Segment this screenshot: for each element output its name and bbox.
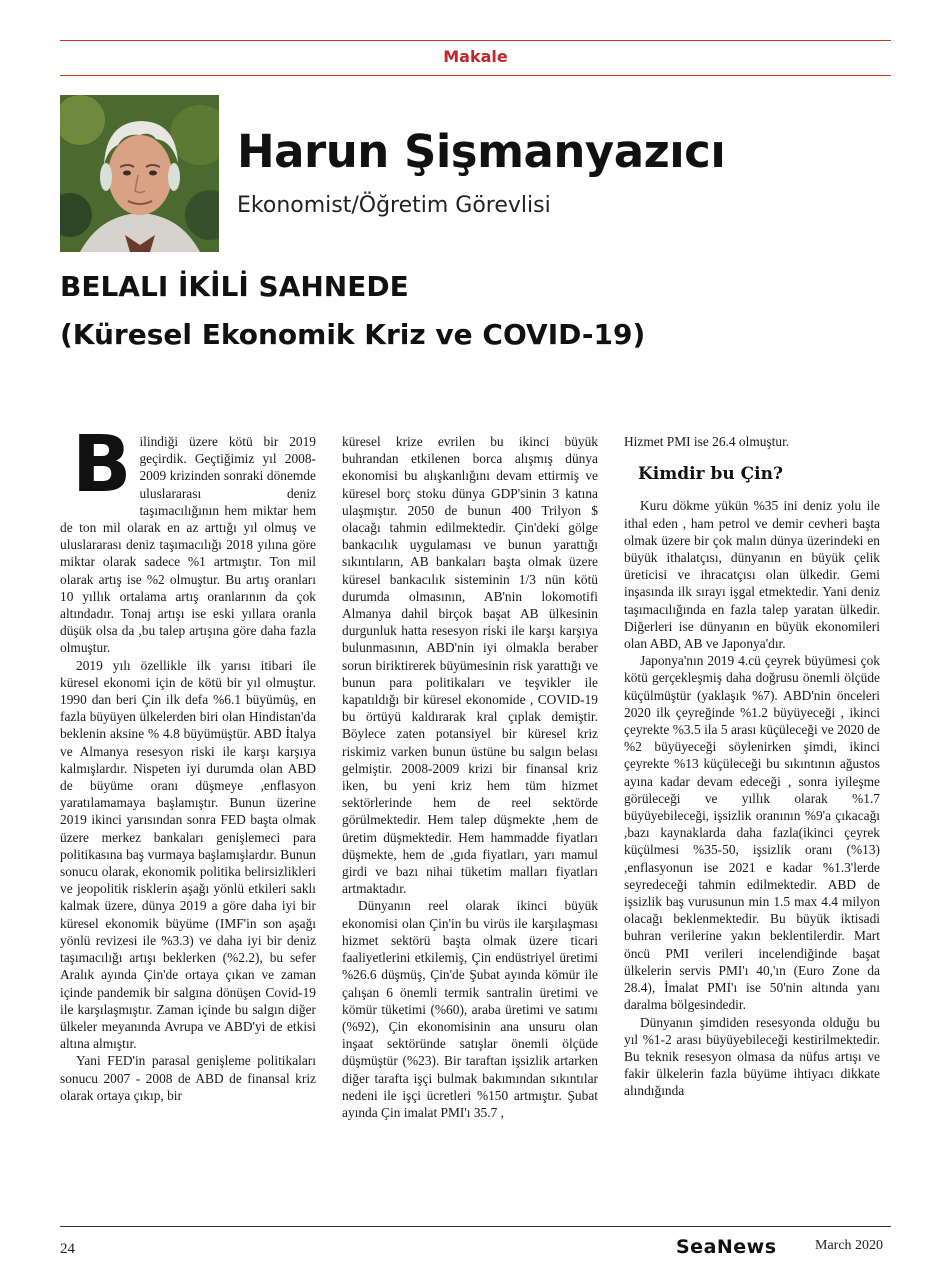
- author-name: Harun Şişmanyazıcı: [237, 125, 726, 178]
- article-paragraph: Kuru dökme yükün %35 ini deniz yolu ile ithal eden , ham petrol ve demir cevheri başta olmak üzere bir çok malın dünya üzerindeki en büyük ithalatçısı, dünyanın en büyük çelik üreticisi ve ihracatçısı olan ülkedir. Gemi inşasında ilk sırayı işgal etmektedir. Yani deniz taşımacılığında en fazla talep yaratan ülkedir. Diğerleri ise dünyanın en büyük ekonomileri olan ABD, AB ve Japonya'dır.: [624, 498, 880, 652]
- section-label: Makale: [443, 47, 508, 66]
- article-subtitle: (Küresel Ekonomik Kriz ve COVID-19): [60, 318, 646, 351]
- footer-rule: [60, 1226, 891, 1227]
- article-paragraph: Hizmet PMI ise 26.4 olmuştur.: [624, 434, 790, 449]
- paragraph-text: ilindiği üzere kötü bir 2019 geçirdik. Geçtiğimiz yıl 2008-2009 krizinden sonraki dönemde uluslararası deniz taşımacılığının hem miktar hem de ton mil olarak en az arttığı yıl olmuş ve uluslararası deniz taşımacılığı 2018 yılına göre miktar olarak sadece %1 artmıştır. Ton mil olarak artış ise %2 olmuştur. Bu artış oranları 10 yıllık ortalama artış oranlarının da çok altındadır. Tonaj artışı ise eski yıllara oranla düşük olsa da ,bu talep artışına göre daha fazla olmuştur.: [60, 434, 316, 656]
- author-photo: [60, 95, 219, 252]
- header-rule: [60, 75, 891, 76]
- magazine-logo: SeaNews: [676, 1236, 777, 1258]
- top-rule: [60, 40, 891, 41]
- article-paragraph: Dünyanın reel olarak ikinci büyük ekonomisi olan Çin'in bu virüs ile karşılaşması hizmet sektörü başta olmak üzere ticari faaliyetlerini etkilemiş, Çin endüstriyel üretimi %26.6 düşmüş, Çin'de Şubat ayında kömür ile çalışan 6 önemli termik santralin üretimi ve kömür tüketimi (%60), araba üretimi ve satımı (%92), Çin ekonomisinin ana unsuru olan inşaat sektöründe satışlar önemli ölçüde düşmüştür (%23). Bir taraftan işsizlik artarken diğer tarafta işçi bulmak bakımından sıkıntılar nedeni ile işçi ücretleri %150 artmıştır. Şubat ayında Çin imalat PMI'ı 35.7 ,: [342, 898, 598, 1120]
- author-role: Ekonomist/Öğretim Görevlisi: [237, 193, 551, 218]
- section-heading: Kimdir bu Çin?: [638, 464, 783, 485]
- article-paragraph: [60, 420, 316, 657]
- article-paragraph: Dünyanın şimdiden resesyonda olduğu bu yıl %1-2 arası büyüyebileceği kestirilmektedir. Bu teknik resesyon olmasa da nüfus artışı ve fakir ülkelerin fazla büyüme ihtiyacı dikkate alındığında: [624, 1014, 880, 1099]
- article-column-3: [624, 433, 880, 1100]
- article-paragraph: 2019 yılı özellikle ilk yarısı itibari ile küresel ekonomi için de kötü bir yıl olmuştur. 1990 dan beri Çin ilk defa %6.1 büyümüş, en fazla büyüyen ülkelerden biri olan Hindistan'da beklenin aksine % 4.8 büyümüştür. ABD İtalya ve Almanya resesyon riski ile karşı karşıya kalmışlardır. Nispeten iyi durumda olan ABD de büyüme oranı düşmeye ,enflasyon yaratılamamaya başlamıştır. Bunun üzerine 2019 ikinci yarısından sonra FED başta olmak üzere merkez bankaları genişlemeci para politikasına baş vurmaya başlamışlardır. Bunun sonucu olarak, ekonomik politika belirsizlikleri ve jeopolitik risklerin aşağı yönlü etkileri saklı kalmak üzere, dünya 2019 a göre daha iyi bir küresel ekonomik büyüme (IMF'in son aşağı yönlü revizesi ile %3.3) ve daha iyi bir deniz taşımacılığı artışı beklerken (%2.2), bu sefer Aralık ayında Çin'de ortaya çıkan ve zaman içinde pandemik bir salgına dönüşen Covid-19 ile karşılaşmıştır. Zaman içinde bu salgın diğer ülkeler meyanında Avrupa ve ABD'yi de etkisi altına almıştır.: [60, 657, 316, 1052]
- article-paragraph: Yani FED'in parasal genişleme politikaları sonucu 2007 - 2008 de ABD de finansal kriz olarak ortaya çıkıp, bir: [60, 1053, 316, 1103]
- page-number: 24: [60, 1241, 75, 1257]
- article-column-2: [342, 433, 598, 1121]
- issue-date: March 2020: [815, 1238, 884, 1253]
- article-title: BELALI İKİLİ SAHNEDE: [60, 270, 409, 303]
- article-column-1: [60, 420, 316, 1104]
- article-paragraph: küresel krize evrilen bu ikinci büyük buhrandan etkilenen borca alışmış dünya ekonomisi bu alışkanlığını devam ettirmiş ve küresel borç stoku dünya GDP'sinin 3 katına ulaşmıştır. 2050 de bunun 400 Trilyon $ olacağı tahmin edilmektedir. Çin'deki gölge bankacılık uygulaması ve bunun yarattığı sıkıntıların, AB bankaları başta olmak üzere küresel bankacılık sisteminin 1/3 nün kötü durumda olmasının, AB'nin lokomotifi Almanya dahil birçok başat AB ülkesinin durgunluk hatta resesyon riski ile karşı karşıya bulunmasının, ABD'nin iyi olmakla beraber sorun biriktirerek büyümesinin risk yarattığı ve bunun para politikaları ve teşvikler ile kapatıldığı bir küresel ekonomide , COVID-19 bu örtüyü kaldırarak kral çıplak demiştir. Böylece zaten potansiyel bir küresel kriz riskimiz varken bunun üstüne bu salgın belası gelmiştir. 2008-2009 krizi bir finansal kriz iken, bu yeni kriz hem tüm hizmet sektörlerinde hem de reel sektörde görülmektedir. Hem talep düşmekte ,hem de üretim düşmektedir. Hem hammadde fiyatları düşmekte, hem de ,gıda fiyatları, yarı mamul girdi ve bazı nihai tüketim malları fiyatları artmaktadır.: [342, 434, 598, 897]
- drop-cap: B: [72, 420, 132, 510]
- article-paragraph: Japonya'nın 2019 4.cü çeyrek büyümesi çok kötü gerçekleşmiş daha doğrusu önemli ölçüde küçülmüştür (yaklaşık %7). ABD'nin önceleri 2020 ilk çeyreğinde %1.2 büyüyeceği , ikinci çeyrekte %3.5 ila 5 arası küçüleceği ve 2020 de %2 büyüyeceği söylenirken şimdi, ikinci çeyrekte %13 küçüleceği bu sıkıntının ağustos ayına kadar devam edeceği , sonra iyileşme görüleceği ve yıllık olarak %1.7 büyüyebileceği, işsizlik oranının %9'a çıkacağı ,bazı kaynaklarda daha fazla(ikinci çeyrek küçülmesi %35-50, işsizlik oranı (%13) ,enflasyonun ise 2021 e kadar %1.3'lerde seyredeceği tahmin edilmektedir. ABD de işsizlik baş vurusunun min 1.5 max 4.4 milyon olacağı beklenmektedir. Bu büyük iktisadi buhran verilerine yakın beklentilerdir. Mart öncü PMI verileri incelendiğinde başat ülkelerin servis PMI'ı 40,'ın (Euro Zone da 28.4), İmalat PMI'ı ise 50'nin altında yanı daralma bölgesindedir.: [624, 653, 880, 1013]
